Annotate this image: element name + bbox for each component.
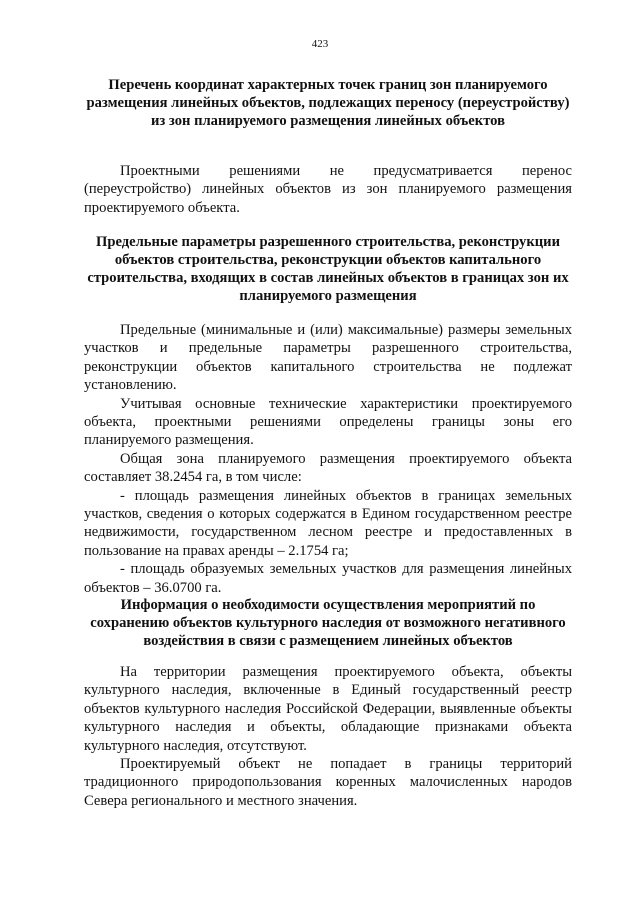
- section-1-body: [84, 162, 572, 217]
- page-number: 423: [311, 38, 329, 50]
- section-3-title: Информация о необходимости осуществления мероприятий по сохранению объектов культурного наследия от возможного негативного воздействия в связи с размещением линейных объектов: [90, 597, 566, 649]
- list-item: - площадь размещения линейных объектов в границах земельных участков, сведения о которых содержатся в Едином государственном реестре недвижимости, государственном лесном реестре и предоставленных в пользование на правах аренды – 2.1754 га;: [84, 487, 572, 559]
- paragraph: Учитывая основные технические характеристики проектируемого объекта, проектными решениями определены границы зоны его планируемого размещения.: [84, 395, 572, 449]
- section-3-body: [84, 663, 572, 810]
- paragraph: Общая зона планируемого размещения проектируемого объекта составляет 38.2454 га, в том числе:: [84, 450, 572, 486]
- list-item: - площадь образуемых земельных участков для размещения линейных объектов – 36.0700 га.: [84, 561, 572, 596]
- paragraph: Проектными решениями не предусматривается перенос (переустройство) линейных объектов из зон планируемого размещения проектируемого объекта.: [84, 163, 572, 216]
- section-2-body: [84, 321, 572, 597]
- paragraph: Предельные (минимальные и (или) максимальные) размеры земельных участков и предельные параметры разрешенного строительства, реконструкции объектов капитального строительства не подлежат установлению.: [84, 322, 572, 394]
- paragraph: Проектируемый объект не попадает в границы территорий традиционного природопользования коренных малочисленных народов Севера регионального и местного значения.: [84, 756, 572, 809]
- paragraph: На территории размещения проектируемого объекта, объекты культурного наследия, включенные в Единый государственный реестр объектов культурного наследия Российской Федерации, выявленные объекты культурного наследия и объекты, обладающие признаками объекта культурного наследия, отсутствуют.: [84, 664, 572, 754]
- section-1-title: Перечень координат характерных точек границ зон планируемого размещения линейных объектов, подлежащих переносу (переустройству) из зон планируемого размещения линейных объектов: [86, 77, 570, 129]
- section-2-title: Предельные параметры разрешенного строительства, реконструкции объектов строительства, реконструкции объектов капитального строительства, входящих в состав линейных объектов в границах зон их планируемого размещения: [87, 234, 569, 304]
